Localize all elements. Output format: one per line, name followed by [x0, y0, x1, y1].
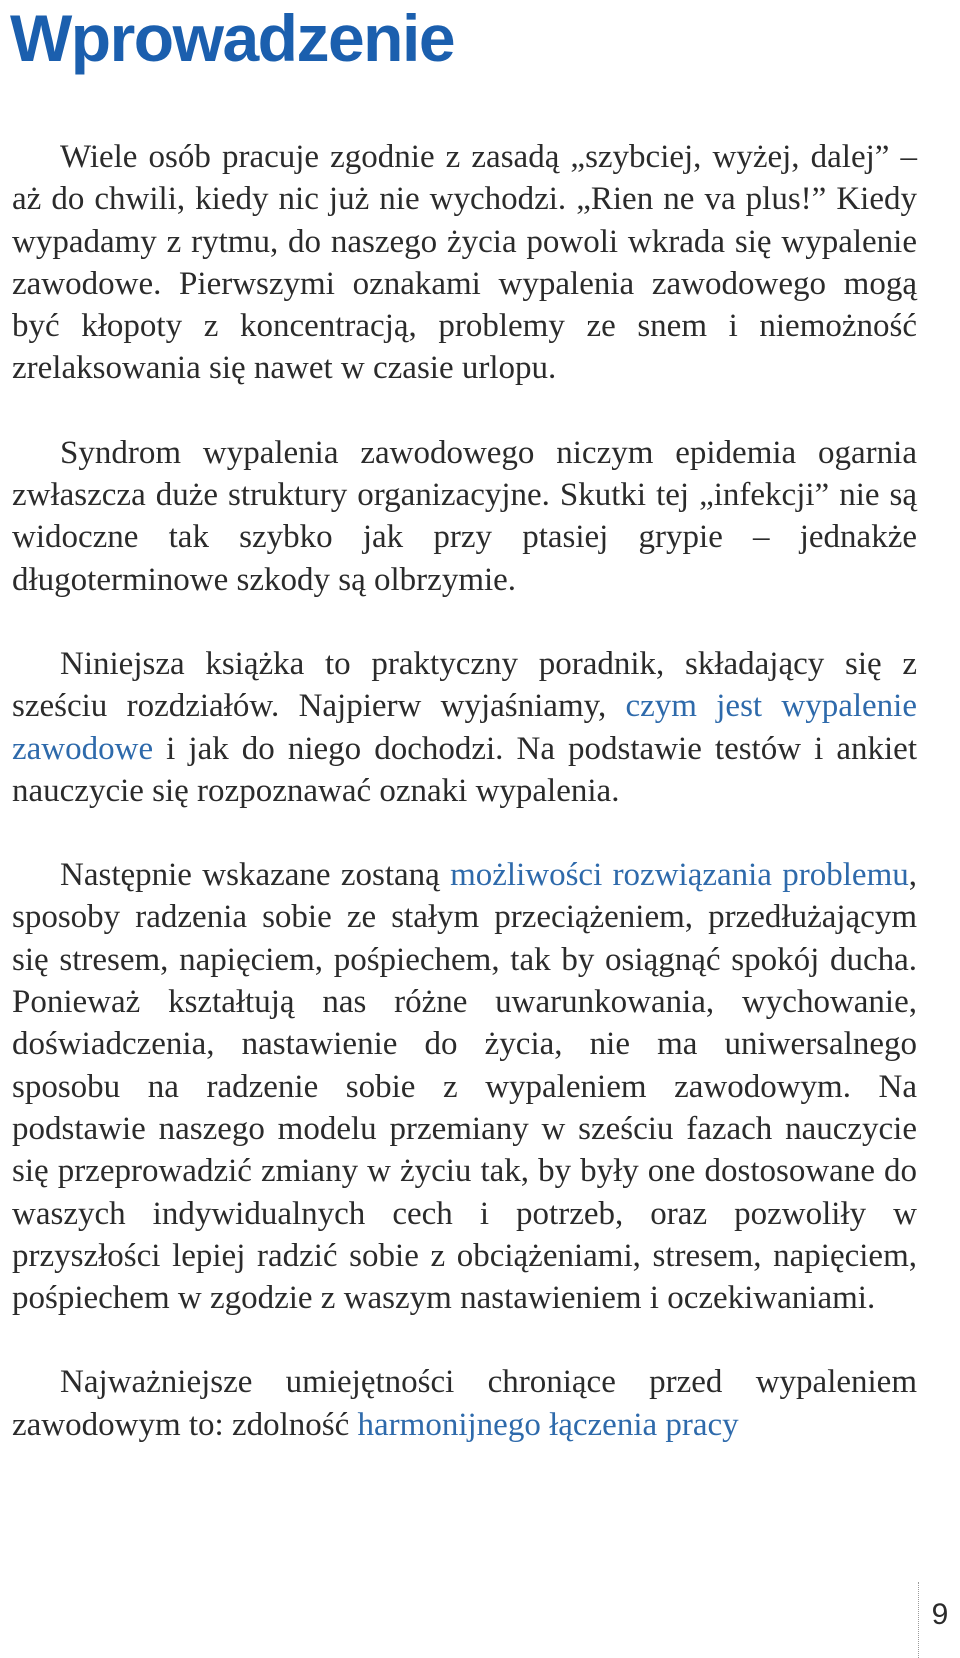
page-number-divider	[918, 1582, 919, 1658]
page-title: Wprowadzenie	[10, 1, 455, 75]
paragraph-text: i jak do niego dochodzi. Na podstawie testów i ankiet nauczycie się rozpoznawać oznaki wypalenia.	[12, 730, 917, 809]
page-number: 9	[931, 1598, 949, 1631]
paragraph-text: Syndrom wypalenia zawodowego niczym epidemia ogarnia zwłaszcza duże struktury organizacyjne. Skutki tej „infekcji” nie są widoczne tak szybko jak przy ptasiej grypie – jednakże długoterminowe szkody są olbrzymie.	[12, 434, 917, 598]
paragraph-book-overview	[12, 643, 917, 812]
paragraph-text: , sposoby radzenia sobie ze stałym przeciążeniem, przedłużającym się stresem, napięciem, pośpiechem, tak by osiągnąć spokój ducha. Ponieważ kształtują nas różne uwarunkowania, wychowanie, doświadczenia, nastawienie do życia, nie ma uniwersalnego sposobu na radzenie sobie z wypaleniem zawodowym. Na podstawie naszego modelu przemiany w sześciu fazach nauczycie się przeprowadzić zmiany w życiu tak, by były one dostosowane do waszych indywidualnych cech i potrzeb, oraz pozwoliły w przyszłości lepiej radzić sobie z obciążeniami, stresem, napięciem, pośpiechem w zgodzie z waszym nastawieniem i oczekiwaniami.	[12, 857, 917, 1317]
paragraph-text: Niniejsza książka to praktyczny poradnik, składający się z sześciu rozdziałów. Najpierw wyjaśniamy,	[12, 645, 917, 725]
paragraph-intro	[12, 136, 917, 390]
paragraph-text: Wiele osób pracuje zgodnie z zasadą „szybciej, wyżej, dalej” – aż do chwili, kiedy nic już nie wychodzi. „Rien ne va plus!” Kiedy wypadamy z rytmu, do naszego życia powoli wkrada się wypalenie zawodowe. Pierwszymi oznakami wypalenia zawodowego mogą być kłopoty z koncentracją, problemy ze snem i niemożność zrelaksowania się nawet w czasie urlopu.	[12, 139, 917, 387]
highlighted-phrase: harmonijnego łączenia pracy	[357, 1406, 739, 1443]
paragraph-key-skills	[12, 1361, 917, 1446]
paragraph-solutions	[12, 854, 917, 1319]
body-text	[12, 136, 917, 1488]
paragraph-epidemic	[12, 432, 917, 601]
paragraph-text: Następnie wskazane zostaną	[60, 857, 451, 894]
highlighted-phrase: czym jest wypalenie zawodowe	[12, 688, 917, 767]
highlighted-phrase: możliwości rozwiązania problemu	[450, 857, 909, 894]
paragraph-text: Najważniejsze umiejętności chroniące przed wypaleniem zawodowym to: zdolność	[12, 1364, 917, 1443]
